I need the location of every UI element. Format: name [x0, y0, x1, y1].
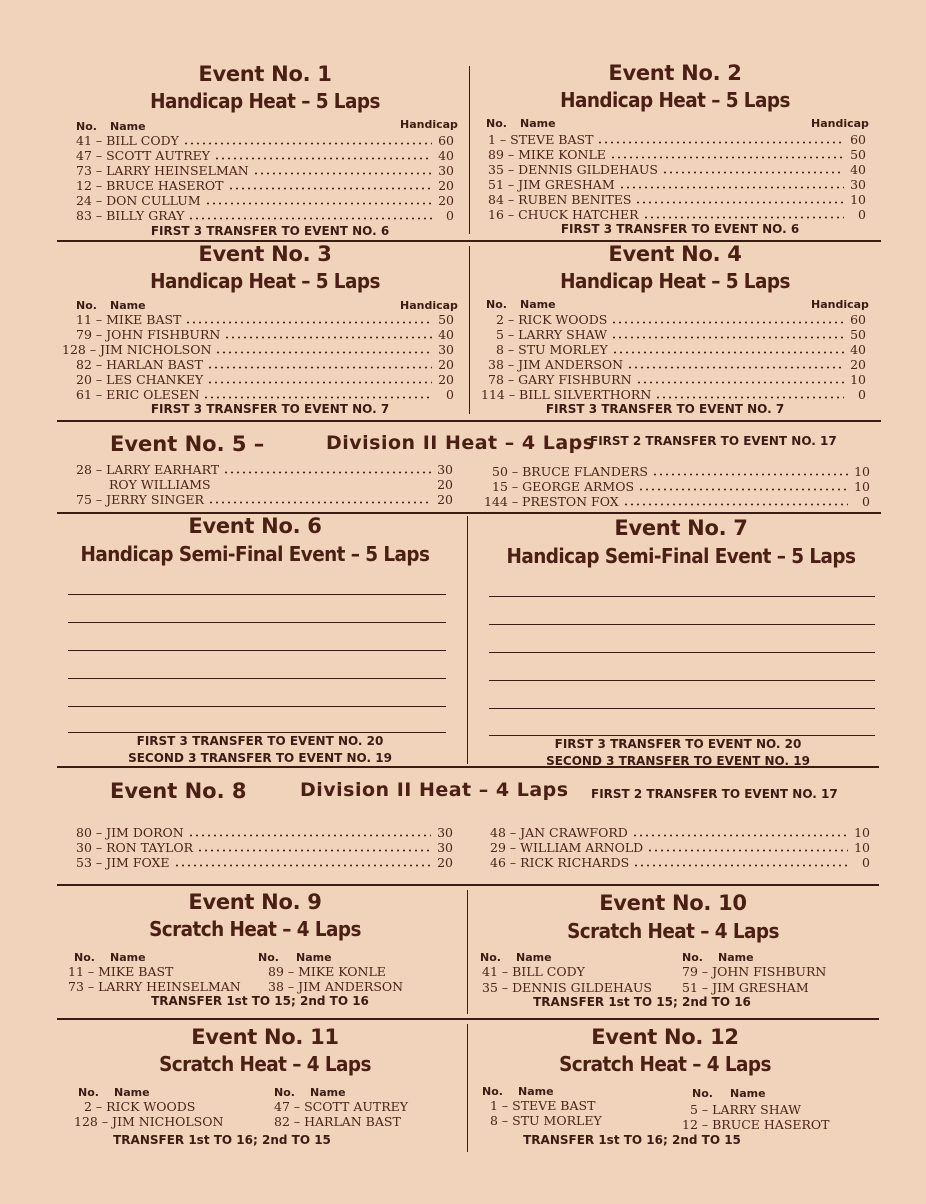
handicap-value: 10 — [854, 840, 870, 855]
entry-name: 1 – STEVE BAST — [490, 1098, 596, 1113]
entry-name: 79 – JOHN FISHBURN — [682, 964, 827, 979]
transfer-note: FIRST 3 TRANSFER TO EVENT NO. 6 — [560, 222, 800, 236]
entry-row — [76, 163, 454, 178]
divider-vertical — [469, 66, 470, 234]
entry-row — [109, 477, 453, 492]
entry-name: 80 – JIM DORON — [76, 825, 184, 840]
event-subtitle: Handicap Semi-Final Event – 5 Laps — [80, 542, 430, 566]
entry-row — [76, 492, 453, 507]
entry-name: 128 – JIM NICHOLSON — [74, 1114, 224, 1129]
entry-name: 79 – JOHN FISHBURN — [76, 327, 221, 342]
entry-name: 89 – MIKE KONLE — [488, 147, 606, 162]
handicap-value: 20 — [438, 357, 454, 372]
col-header-no: No. — [274, 1086, 295, 1099]
entry-row — [62, 342, 454, 357]
entry-name: 46 – RICK RICHARDS — [490, 855, 630, 870]
handicap-value: 40 — [438, 148, 454, 163]
handicap-value: 20 — [438, 193, 454, 208]
entry-row — [496, 342, 866, 357]
event-title: Event No. 4 — [608, 242, 742, 266]
event-title: Event No. 1 — [198, 62, 332, 86]
transfer-note: TRANSFER 1st TO 15; 2nd TO 16 — [151, 994, 369, 1008]
handicap-value: 10 — [854, 479, 870, 494]
handicap-value: 10 — [850, 372, 866, 387]
col-header-handicap: Handicap — [400, 299, 458, 312]
entry-name: 50 – BRUCE FLANDERS — [492, 464, 648, 479]
col-header-name: Name — [730, 1087, 766, 1100]
col-header-name: Name — [516, 951, 552, 964]
entry-name: ROY WILLIAMS — [109, 477, 211, 492]
event-subtitle: Scratch Heat – 4 Laps — [149, 917, 361, 941]
entry-blank-line — [489, 652, 875, 653]
handicap-value: 20 — [437, 492, 453, 507]
entry-name: 12 – BRUCE HASEROT — [76, 178, 224, 193]
entry-blank-line — [68, 732, 446, 733]
entry-row — [488, 132, 866, 147]
entry-name: 53 – JIM FOXE — [76, 855, 170, 870]
entry-name: 12 – BRUCE HASEROT — [682, 1117, 830, 1132]
handicap-value: 20 — [438, 178, 454, 193]
entry-row — [492, 479, 870, 494]
handicap-value: 20 — [850, 357, 866, 372]
entry-name: 82 – HARLAN BAST — [76, 357, 203, 372]
event-title: Event No. 8 — [110, 779, 247, 803]
entry-name: 2 – RICK WOODS — [84, 1099, 196, 1114]
entry-blank-line — [489, 735, 875, 736]
transfer-note: FIRST 3 TRANSFER TO EVENT NO. 20 — [136, 734, 384, 748]
entry-blank-line — [68, 622, 446, 623]
entry-row — [76, 387, 454, 402]
entry-row — [76, 193, 454, 208]
entry-name: 20 – LES CHANKEY — [76, 372, 204, 387]
entry-row — [76, 372, 454, 387]
col-header-name: Name — [310, 1086, 346, 1099]
transfer-note: FIRST 3 TRANSFER TO EVENT NO. 7 — [150, 402, 390, 416]
entry-name: 5 – LARRY SHAW — [690, 1102, 801, 1117]
col-header-no: No. — [486, 298, 507, 311]
event-title: Event No. 6 — [188, 514, 322, 538]
col-header-no: No. — [78, 1086, 99, 1099]
entry-name: 51 – JIM GRESHAM — [682, 980, 809, 995]
col-header-name: Name — [520, 298, 556, 311]
event-subtitle: Scratch Heat – 4 Laps — [567, 919, 779, 943]
entry-name: 82 – HARLAN BAST — [274, 1114, 401, 1129]
handicap-value: 0 — [446, 208, 454, 223]
transfer-note: SECOND 3 TRANSFER TO EVENT NO. 19 — [128, 751, 392, 765]
entry-name: 28 – LARRY EARHART — [76, 462, 220, 477]
entry-row — [488, 372, 866, 387]
handicap-value: 60 — [850, 132, 866, 147]
handicap-value: 30 — [437, 825, 453, 840]
transfer-note: TRANSFER 1st TO 16; 2nd TO 15 — [113, 1133, 331, 1147]
entry-row — [484, 494, 870, 509]
handicap-value: 0 — [858, 387, 866, 402]
entry-blank-line — [489, 708, 875, 709]
handicap-value: 50 — [850, 147, 866, 162]
entry-name: 47 – SCOTT AUTREY — [274, 1099, 409, 1114]
entry-name: 144 – PRESTON FOX — [484, 494, 619, 509]
divider-horizontal — [57, 1018, 879, 1020]
entry-name: 2 – RICK WOODS — [496, 312, 608, 327]
entry-name: 8 – STU MORLEY — [496, 342, 608, 357]
transfer-note: FIRST 2 TRANSFER TO EVENT NO. 17 — [590, 434, 837, 448]
entry-name: 5 – LARRY SHAW — [496, 327, 607, 342]
handicap-value: 10 — [854, 825, 870, 840]
handicap-value: 10 — [850, 192, 866, 207]
transfer-note: FIRST 3 TRANSFER TO EVENT NO. 6 — [150, 224, 390, 238]
handicap-value: 30 — [437, 840, 453, 855]
entry-blank-line — [489, 596, 875, 597]
entry-name: 8 – STU MORLEY — [490, 1113, 602, 1128]
entry-name: 61 – ERIC OLESEN — [76, 387, 200, 402]
entry-row — [488, 162, 866, 177]
handicap-value: 0 — [862, 494, 870, 509]
handicap-value: 10 — [854, 464, 870, 479]
event-subtitle: Handicap Heat – 5 Laps — [150, 269, 380, 293]
entry-name: 48 – JAN CRAWFORD — [490, 825, 628, 840]
entry-row — [488, 207, 866, 222]
transfer-note: TRANSFER 1st TO 15; 2nd TO 16 — [533, 995, 751, 1009]
handicap-value: 0 — [446, 387, 454, 402]
transfer-note: FIRST 3 TRANSFER TO EVENT NO. 7 — [545, 402, 785, 416]
event-subtitle: Handicap Heat – 5 Laps — [150, 89, 380, 113]
entry-name: 84 – RUBEN BENITES — [488, 192, 632, 207]
entry-row — [490, 825, 870, 840]
entry-row — [76, 312, 454, 327]
entry-row — [490, 840, 870, 855]
entry-name: 1 – STEVE BAST — [488, 132, 594, 147]
entry-row — [76, 178, 454, 193]
entry-row — [492, 464, 870, 479]
entry-blank-line — [68, 650, 446, 651]
entry-row — [76, 855, 453, 870]
entry-name: 29 – WILLIAM ARNOLD — [490, 840, 644, 855]
event-subtitle: Division II Heat – 4 Laps — [326, 432, 595, 454]
handicap-value: 40 — [438, 327, 454, 342]
event-title: Event No. 12 — [591, 1025, 739, 1049]
handicap-value: 30 — [850, 177, 866, 192]
col-header-no: No. — [480, 951, 501, 964]
entry-name: 41 – BILL CODY — [76, 133, 179, 148]
event-title: Event No. 10 — [599, 891, 747, 915]
event-title: Event No. 2 — [608, 61, 742, 85]
entry-name: 73 – LARRY HEINSELMAN — [68, 979, 241, 994]
entry-name: 38 – JIM ANDERSON — [268, 979, 404, 994]
event-subtitle: Handicap Heat – 5 Laps — [560, 88, 790, 112]
divider-vertical — [469, 246, 470, 414]
entry-name: 51 – JIM GRESHAM — [488, 177, 615, 192]
entry-blank-line — [68, 678, 446, 679]
handicap-value: 30 — [437, 462, 453, 477]
col-header-name: Name — [718, 951, 754, 964]
col-header-no: No. — [682, 951, 703, 964]
entry-row — [76, 148, 454, 163]
entry-name: 11 – MIKE BAST — [68, 964, 174, 979]
col-header-name: Name — [114, 1086, 150, 1099]
entry-name: 78 – GARY FISHBURN — [488, 372, 632, 387]
handicap-value: 40 — [850, 162, 866, 177]
transfer-note: FIRST 3 TRANSFER TO EVENT NO. 20 — [554, 737, 802, 751]
handicap-value: 50 — [850, 327, 866, 342]
col-header-no: No. — [258, 951, 279, 964]
entry-blank-line — [68, 706, 446, 707]
handicap-value: 0 — [858, 207, 866, 222]
handicap-value: 20 — [437, 855, 453, 870]
entry-row — [76, 133, 454, 148]
handicap-value: 60 — [850, 312, 866, 327]
transfer-note: SECOND 3 TRANSFER TO EVENT NO. 19 — [546, 754, 810, 768]
divider-horizontal — [57, 420, 881, 422]
handicap-value: 40 — [850, 342, 866, 357]
entry-row — [76, 462, 453, 477]
event-title: Event No. 5 – — [110, 432, 265, 456]
col-header-name: Name — [520, 117, 556, 130]
entry-row — [490, 855, 870, 870]
entry-name: 11 – MIKE BAST — [76, 312, 182, 327]
col-header-no: No. — [76, 299, 97, 312]
entry-name: 35 – DENNIS GILDEHAUS — [482, 980, 652, 995]
event-title: Event No. 9 — [188, 890, 322, 914]
entry-name: 47 – SCOTT AUTREY — [76, 148, 211, 163]
entry-name: 41 – BILL CODY — [482, 964, 585, 979]
entry-row — [76, 840, 453, 855]
col-header-name: Name — [110, 299, 146, 312]
entry-row — [488, 357, 866, 372]
entry-blank-line — [68, 594, 446, 595]
handicap-value: 50 — [438, 312, 454, 327]
entry-name: 73 – LARRY HEINSELMAN — [76, 163, 249, 178]
entry-row — [481, 387, 866, 402]
handicap-value: 20 — [437, 477, 453, 492]
entry-name: 16 – CHUCK HATCHER — [488, 207, 639, 222]
col-header-no: No. — [486, 117, 507, 130]
event-title: Event No. 3 — [198, 242, 332, 266]
entry-name: 128 – JIM NICHOLSON — [62, 342, 212, 357]
entry-name: 75 – JERRY SINGER — [76, 492, 204, 507]
transfer-note: FIRST 2 TRANSFER TO EVENT NO. 17 — [591, 787, 838, 801]
entry-blank-line — [489, 624, 875, 625]
event-subtitle: Handicap Semi-Final Event – 5 Laps — [506, 544, 856, 568]
entry-name: 30 – RON TAYLOR — [76, 840, 194, 855]
entry-name: 114 – BILL SILVERTHORN — [481, 387, 652, 402]
handicap-value: 20 — [438, 372, 454, 387]
event-title: Event No. 11 — [191, 1025, 339, 1049]
col-header-name: Name — [518, 1085, 554, 1098]
entry-row — [76, 327, 454, 342]
handicap-value: 60 — [438, 133, 454, 148]
col-header-no: No. — [692, 1087, 713, 1100]
event-subtitle: Division II Heat – 4 Laps — [300, 779, 569, 801]
entry-row — [488, 192, 866, 207]
divider-horizontal — [57, 884, 879, 886]
entry-name: 38 – JIM ANDERSON — [488, 357, 624, 372]
entry-name: 15 – GEORGE ARMOS — [492, 479, 635, 494]
entry-row — [488, 147, 866, 162]
event-subtitle: Handicap Heat – 5 Laps — [560, 269, 790, 293]
col-header-no: No. — [74, 951, 95, 964]
entry-row — [488, 177, 866, 192]
handicap-value: 0 — [862, 855, 870, 870]
handicap-value: 30 — [438, 342, 454, 357]
col-header-name: Name — [110, 120, 146, 133]
divider-vertical — [467, 516, 468, 764]
entry-name: 83 – BILLY GRAY — [76, 208, 185, 223]
transfer-note: TRANSFER 1st TO 16; 2nd TO 15 — [523, 1133, 741, 1147]
col-header-handicap: Handicap — [811, 298, 869, 311]
entry-row — [496, 312, 866, 327]
col-header-name: Name — [296, 951, 332, 964]
entry-row — [76, 825, 453, 840]
entry-name: 89 – MIKE KONLE — [268, 964, 386, 979]
event-title: Event No. 7 — [614, 516, 748, 540]
entry-row — [76, 357, 454, 372]
entry-name: 24 – DON CULLUM — [76, 193, 201, 208]
entry-row — [496, 327, 866, 342]
col-header-handicap: Handicap — [811, 117, 869, 130]
col-header-no: No. — [76, 120, 97, 133]
event-subtitle: Scratch Heat – 4 Laps — [559, 1052, 771, 1076]
handicap-value: 30 — [438, 163, 454, 178]
col-header-name: Name — [110, 951, 146, 964]
col-header-no: No. — [482, 1085, 503, 1098]
col-header-handicap: Handicap — [400, 118, 458, 131]
entry-name: 35 – DENNIS GILDEHAUS — [488, 162, 658, 177]
entry-row — [76, 208, 454, 223]
event-subtitle: Scratch Heat – 4 Laps — [159, 1052, 371, 1076]
entry-blank-line — [489, 680, 875, 681]
